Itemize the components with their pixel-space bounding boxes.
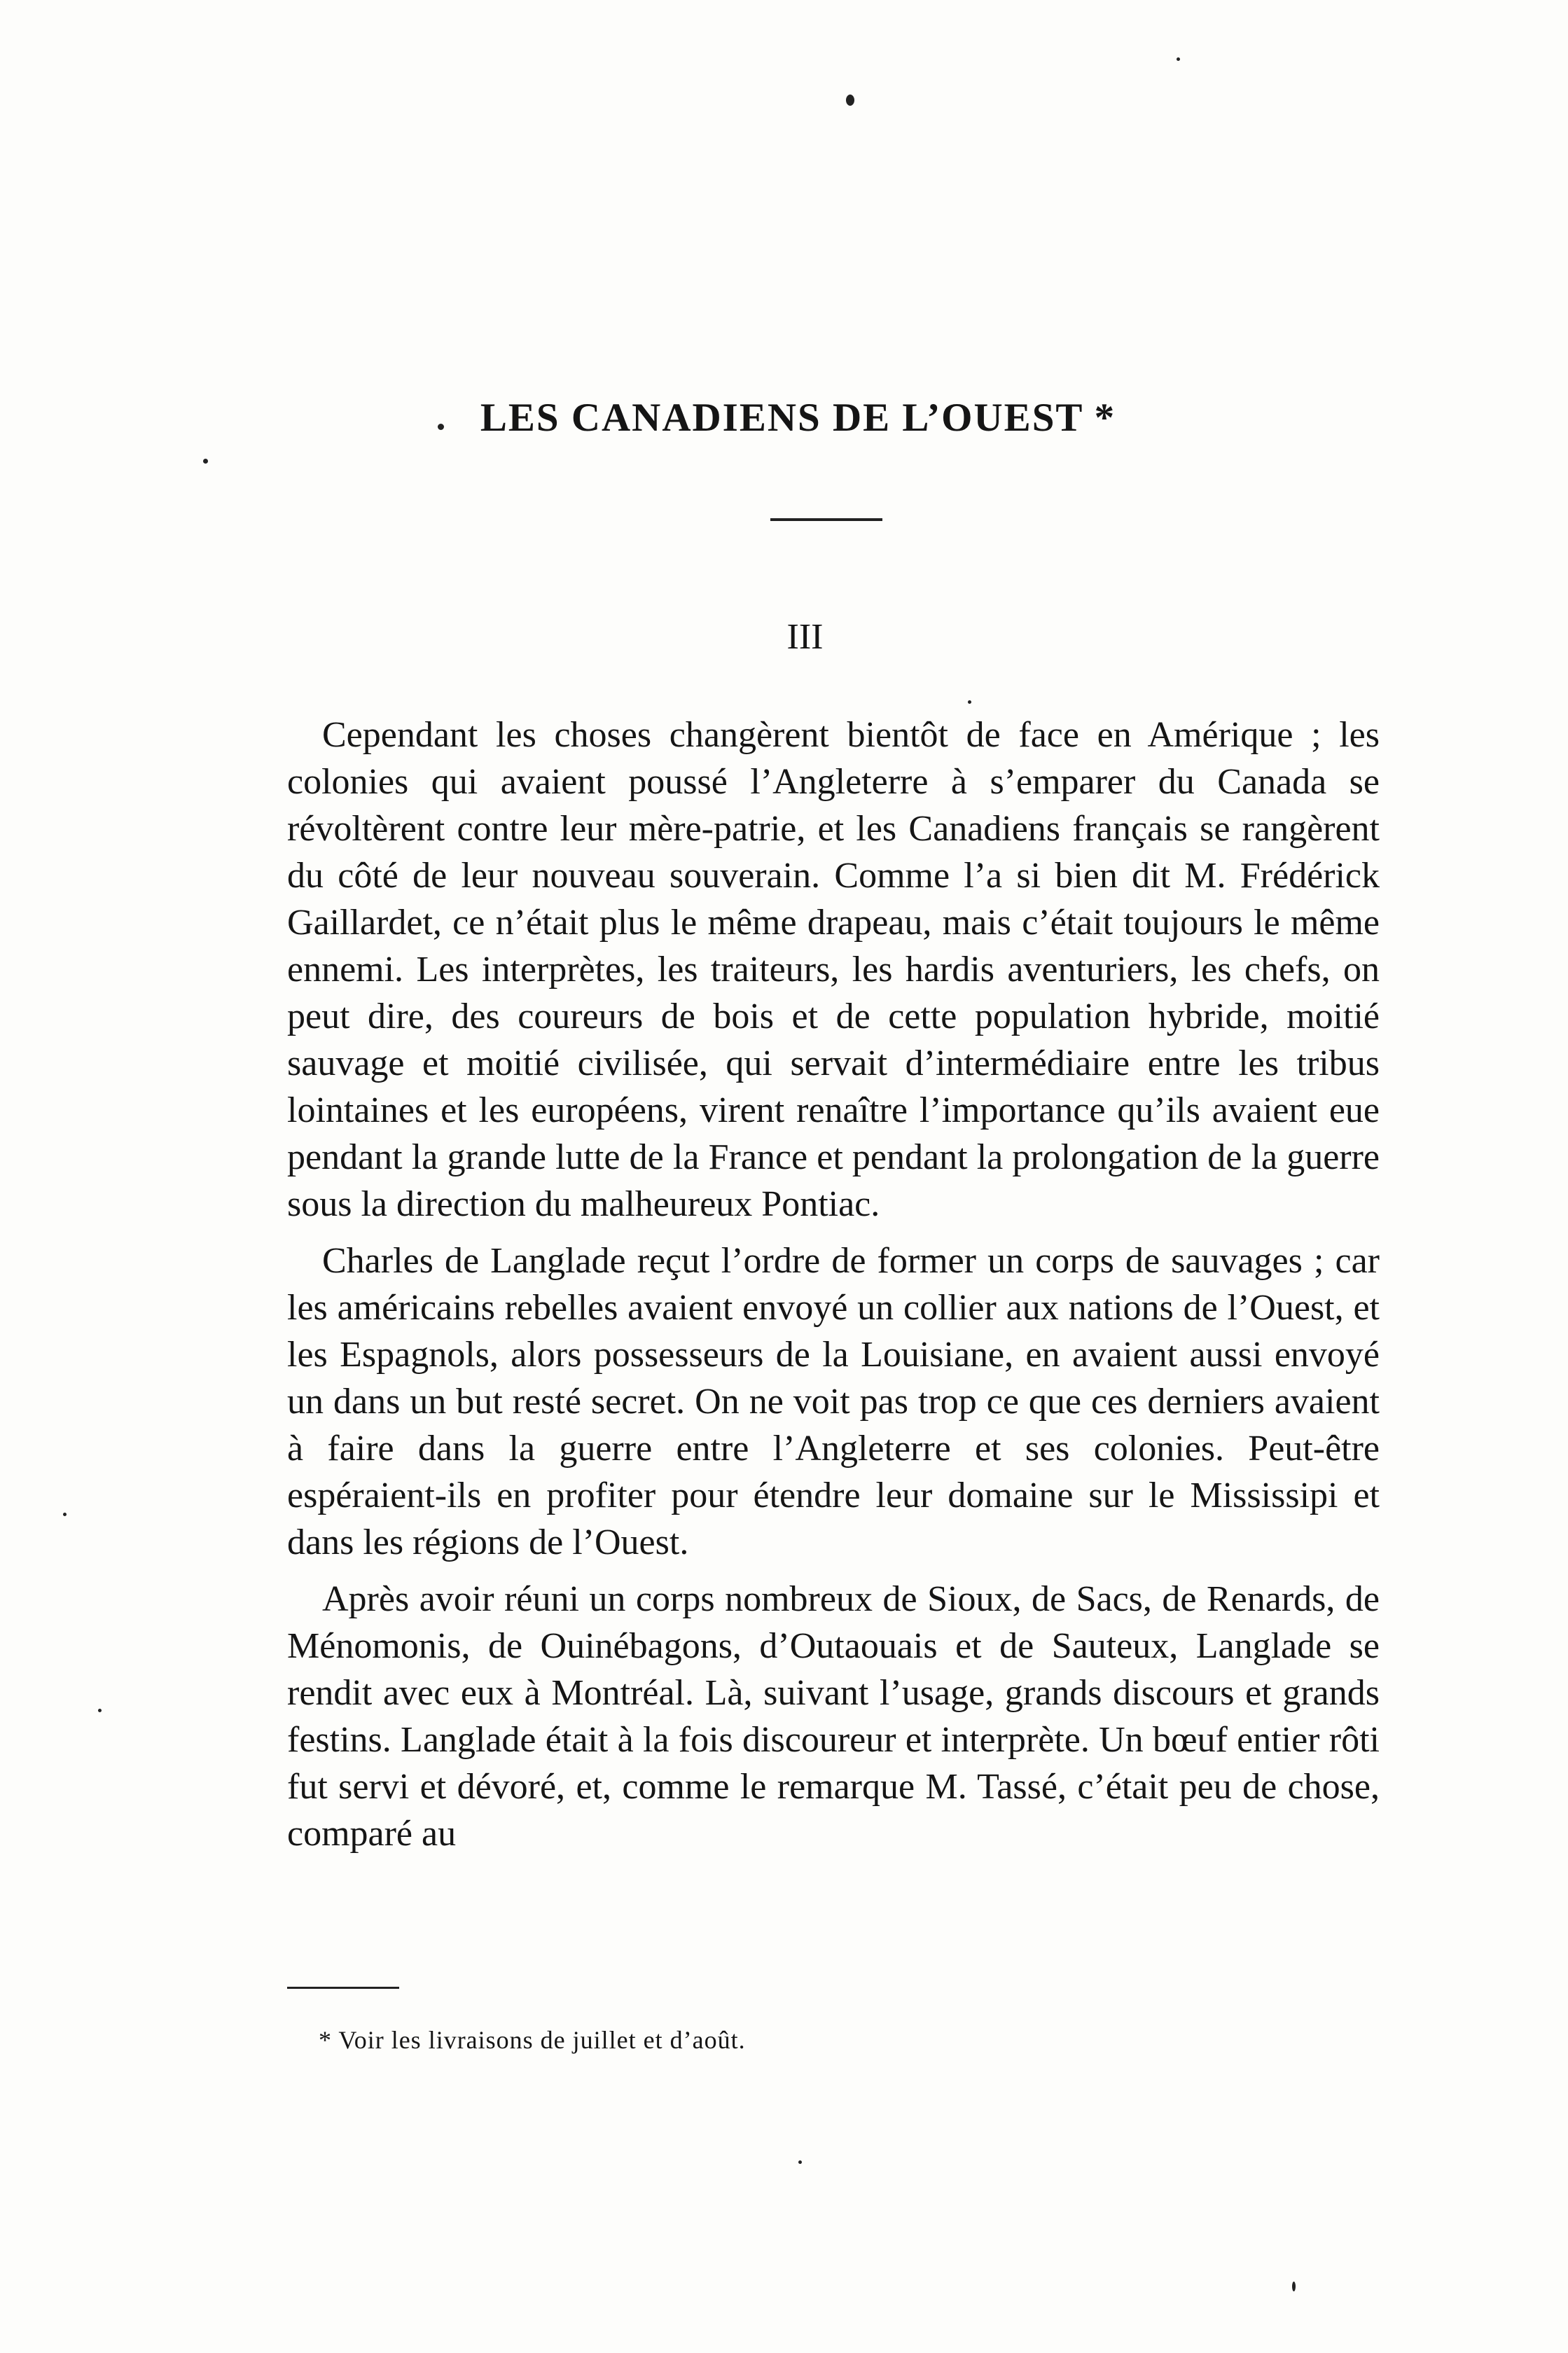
footnote-divider	[287, 1987, 399, 1989]
footnote: * Voir les livraisons de juillet et d’août.	[319, 2026, 746, 2054]
scan-speck	[846, 95, 854, 106]
scan-speck	[63, 1513, 67, 1516]
title-divider	[770, 518, 882, 521]
scan-speck	[98, 1709, 102, 1712]
scan-speck	[968, 700, 971, 704]
scan-speck	[1292, 2282, 1296, 2291]
scan-speck	[798, 2160, 802, 2164]
scan-speck	[438, 424, 444, 430]
section-number: III	[786, 617, 824, 657]
scan-speck	[1177, 57, 1180, 61]
paragraph: Après avoir réuni un corps nombreux de Sioux, de Sacs, de Renards, de Ménomonis, de Ouinébagons, d’Outaouais et de Sauteux, Langlade se rendit avec eux à Montréal. Là, suivant l’usage, grands discours et grands festins. Langlade était à la fois discoureur et interprète. Un bœuf entier rôti fut servi et dévoré, et, comme le remarque M. Tassé, c’était peu de chose, comparé au	[287, 1579, 1380, 1854]
paragraph: Cependant les choses changèrent bientôt de face en Amérique ; les colonies qui avaient poussé l’Angleterre à s’emparer du Canada se révoltèrent contre leur mère-patrie, et les Canadiens français se rangèrent du côté de leur nouveau souverain. Comme l’a si bien dit M. Frédérick Gaillardet, ce n’était plus le même drapeau, mais c’était toujours le même ennemi. Les interprètes, les traiteurs, les hardis aventuriers, les chefs, on peut dire, des coureurs de bois et de cette population hybride, moitié sauvage et moitié civilisée, qui servait d’intermédiaire entre les tribus lointaines et les européens, virent renaître l’importance qu’ils avaient eue pendant la grande lutte de la France et pendant la prolongation de la guerre sous la direction du malheureux Pontiac.	[287, 715, 1380, 1224]
paragraph: Charles de Langlade reçut l’ordre de former un corps de sauvages ; car les américains rebelles avaient envoyé un collier aux nations de l’Ouest, et les Espagnols, alors possesseurs de la Louisiane, en avaient aussi envoyé un dans un but resté secret. On ne voit pas trop ce que ces derniers avaient à faire dans la guerre entre l’Angleterre et ses colonies. Peut-être espéraient-ils en profiter pour étendre leur domaine sur le Mississipi et dans les régions de l’Ouest.	[287, 1241, 1380, 1562]
page-title: LES CANADIENS DE L’OUEST *	[480, 396, 1116, 440]
body-text	[287, 712, 1380, 1857]
scan-speck	[203, 459, 208, 464]
